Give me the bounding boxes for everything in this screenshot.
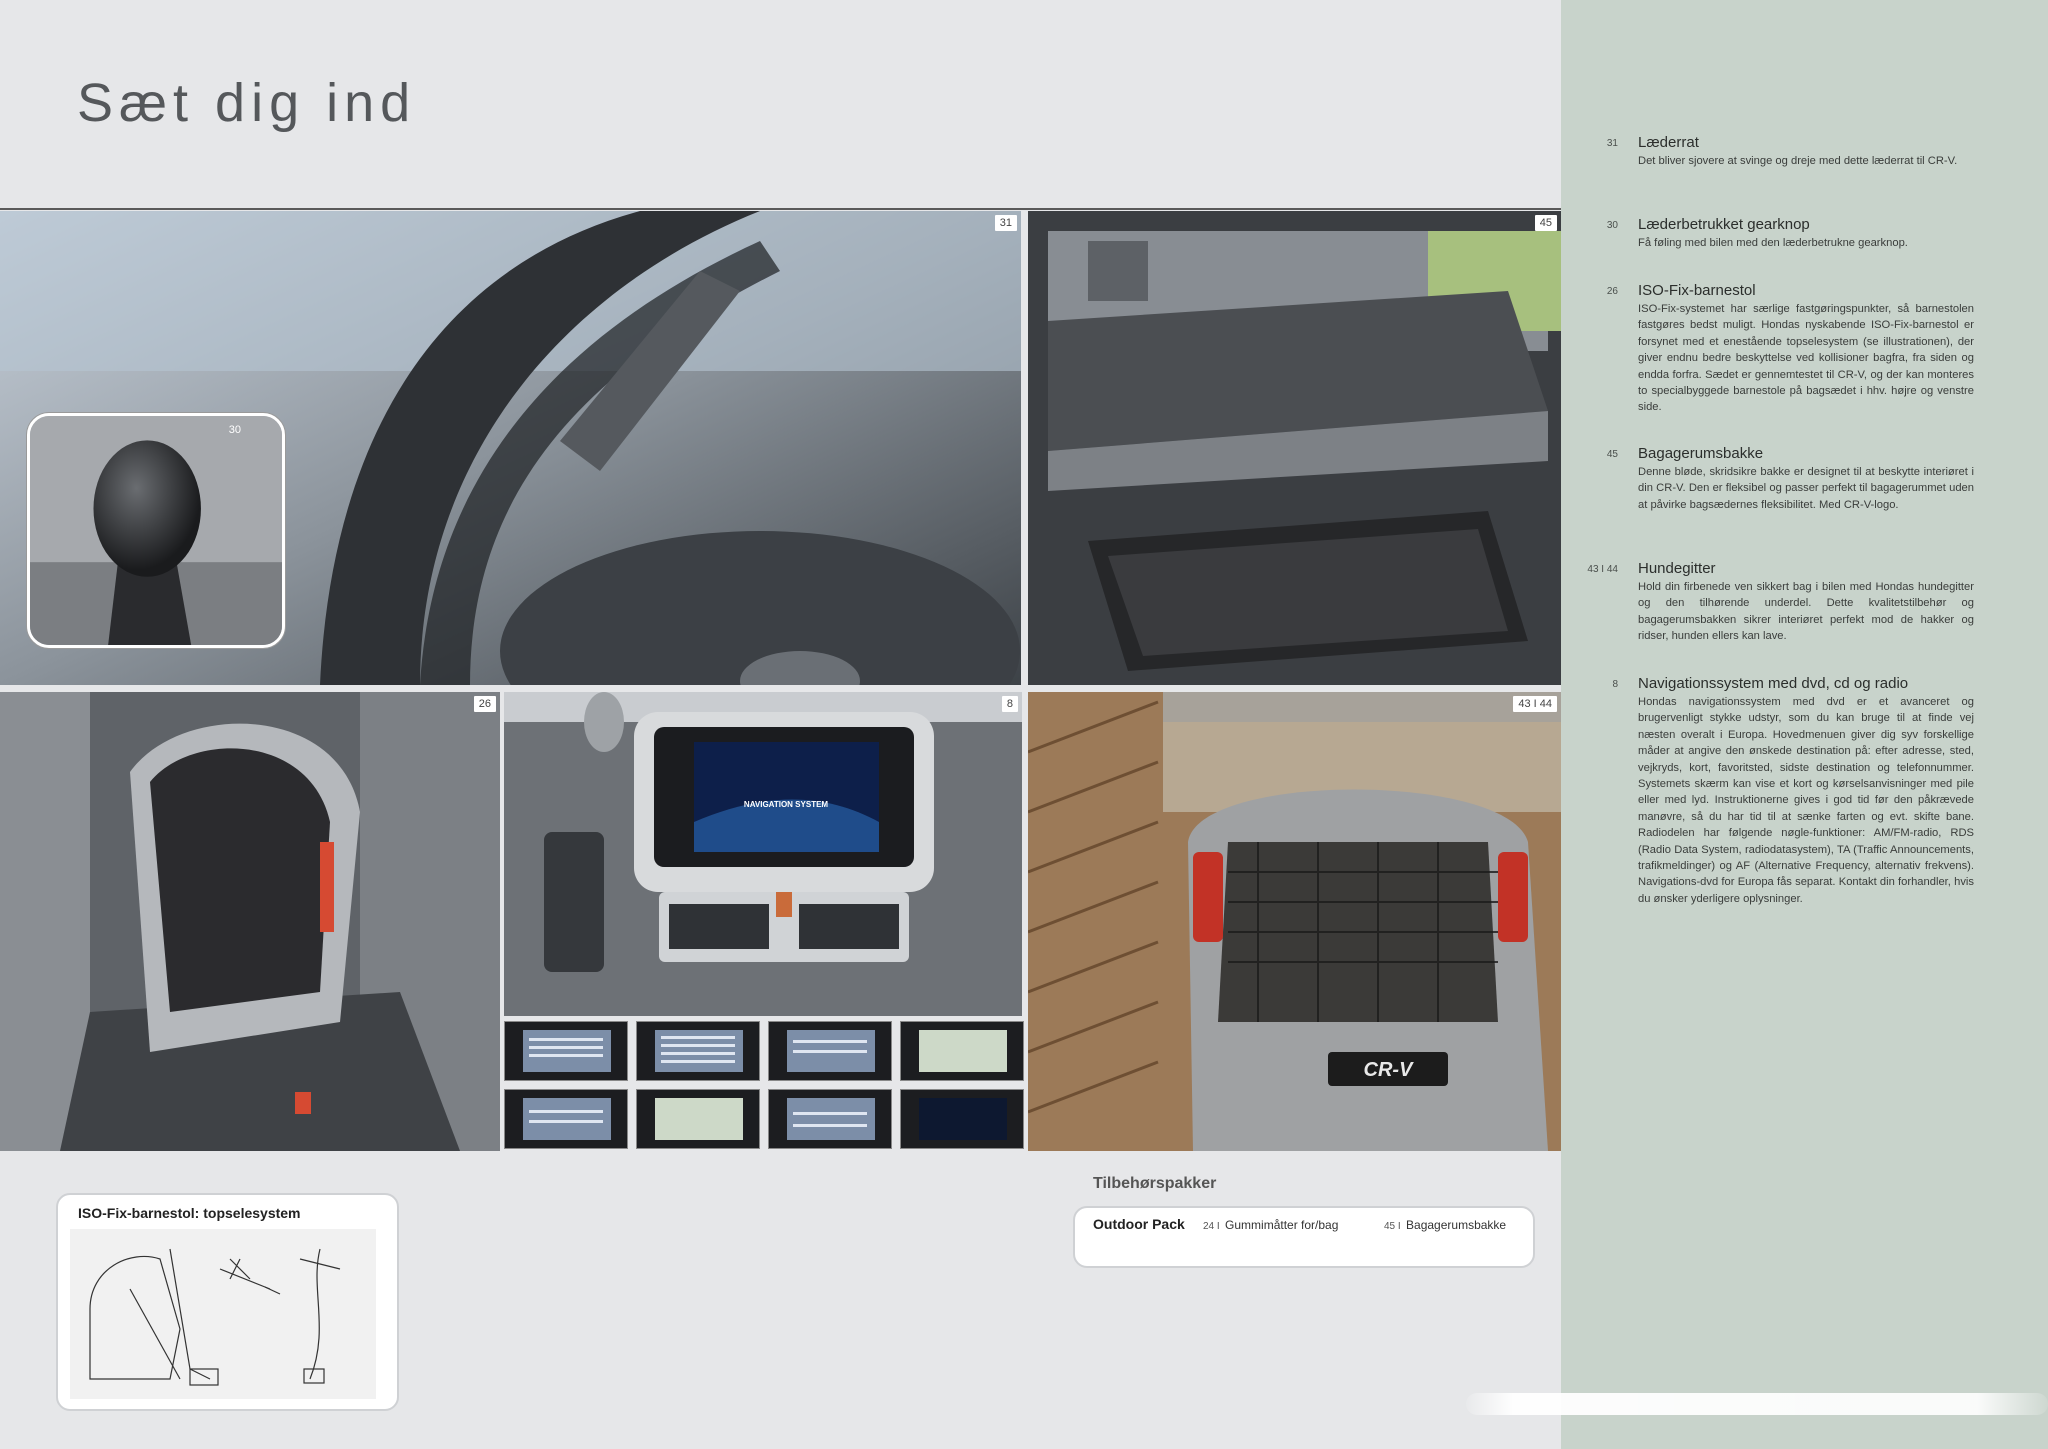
nav-thumbnail [768, 1021, 892, 1081]
entry-ref: 30 [1606, 220, 1618, 231]
cr-v-badge: CR-V [1363, 1059, 1413, 1081]
iso-fix-illustration-box [56, 1193, 399, 1411]
pack-item [1203, 1218, 1338, 1232]
pack-item-label: Gummimåtter for/bag [1225, 1218, 1339, 1232]
photo-ref-tag: 31 [995, 215, 1017, 231]
entry-ref: 26 [1606, 286, 1618, 297]
entry-title: Hundegitter [1638, 560, 1716, 577]
nav-thumbnail [636, 1021, 760, 1081]
entry-text: Det bliver sjovere at svinge og dreje med dette læderrat til CR-V. [1638, 155, 1958, 167]
accessory-pack-box [1073, 1206, 1535, 1268]
entry-text: ISO-Fix-systemet har særlige fastgøringspunkter, så barnestolen fastgøres bedst muligt. Hondas nyskabende ISO-Fix-barnestol er forsynet med et enestående topselesystem (se illustrationen), der giver endnu bedre beskyttelse ved kollisioner bagfra, fra siden og endda forfra. Sædet er gennemtestet til CR-V, og der kan monteres to specialbyggede barnestole på bagsædet i hhv. højre og venstre side. [1638, 303, 1974, 414]
entry-text: Hold din firbenede ven sikkert bag i bilen med Hondas hundegitter og den tilhørende underdel. Dette kvalitetstilbehør og bagagerumsbakken sikrer interiøret perfekt mod de hakker og ridser, hunden ellers kan lave. [1638, 581, 1974, 643]
entry-text: Denne bløde, skridsikre bakke er designet til at beskytte interiøret i din CR-V. Den er fleksibel og passer perfekt til bagagerummet uden at påvirke bagsædernes fleksibilitet. Med CR-V-logo. [1638, 466, 1974, 511]
photo-ref-tag: 8 [1002, 696, 1018, 712]
nav-screen-thumbnails [504, 1021, 1022, 1151]
gear-knob-inset-photo [27, 413, 285, 648]
photo-divider [0, 208, 1561, 210]
description-sidebar [1561, 0, 2048, 1449]
nav-thumbnail [768, 1089, 892, 1149]
iso-fix-diagram [70, 1229, 376, 1399]
pack-name: Outdoor Pack [1093, 1216, 1185, 1232]
entry-ref: 8 [1612, 679, 1618, 690]
cargo-tray-photo [1028, 211, 1561, 685]
nav-screen-label: NAVIGATION SYSTEM [743, 800, 829, 809]
nav-thumbnail [504, 1021, 628, 1081]
nav-thumbnail [900, 1089, 1024, 1149]
entry-title: ISO-Fix-barnestol [1638, 282, 1756, 299]
packs-heading: Tilbehørspakker [1093, 1175, 1217, 1192]
pack-item-label: Bagagerumsbakke [1406, 1218, 1507, 1232]
entry-title: Bagagerumsbakke [1638, 445, 1764, 462]
photo-ref-tag: 43 I 44 [1513, 696, 1557, 712]
iso-box-title: ISO-Fix-barnestol: topselesystem [78, 1205, 301, 1221]
nav-thumbnail [900, 1021, 1024, 1081]
entry-text: Hondas navigationssystem med dvd er et avanceret og brugervenligt stykke udstyr, som du kan bruge til at finde vej næsten overalt i Europa. Hovedmenuen giver dig syv forskellige måder at angive den ønskede destination på: efter adresse, sted, vejkryds, kort, favoritsted, sidste destination og telefonnummer. Systemets skærm kan vise et kort og kørselsanvisninger med pile eller med lyd. Instruktionerne gives i god tid før den påkrævede manøvre, så du har tid til at sænke farten og evt. skifte bane. Radiodelen har følgende nøgle-funktioner: AM/FM-radio, RDS (Radio Data System, radiodatasystem), TA (Traffic Announcements, trafikmeldinger) og AF (Alternative Frequency, alternativ frekvens). Navigations-dvd for Europa fås separat. Kontakt din forhandler, hvis du ønsker yderligere oplysninger. [1638, 696, 1974, 905]
entry-title: Læderbetrukket gearknop [1638, 216, 1810, 233]
photo-ref-tag: 26 [474, 696, 496, 712]
pack-item-ref: 24 I [1203, 1221, 1220, 1232]
entry-ref: 43 I 44 [1587, 564, 1618, 575]
page-title: Sæt dig ind [77, 73, 417, 133]
page-scroll-bar[interactable] [1466, 1393, 2048, 1415]
nav-thumbnail [636, 1089, 760, 1149]
entry-text: Få føling med bilen med den læderbetrukne gearknop. [1638, 237, 1908, 249]
dog-guard-photo [1028, 692, 1561, 1151]
photo-ref-tag: 30 [228, 424, 241, 436]
pack-item-ref: 45 I [1384, 1221, 1401, 1232]
entry-ref: 45 [1606, 449, 1618, 460]
photo-ref-tag: 45 [1535, 215, 1557, 231]
navigation-dashboard-photo [504, 692, 1022, 1016]
entry-ref: 31 [1606, 138, 1618, 149]
child-seat-photo [0, 692, 500, 1151]
nav-thumbnail [504, 1089, 628, 1149]
entry-title: Navigationssystem med dvd, cd og radio [1638, 675, 1909, 692]
pack-item [1384, 1218, 1506, 1232]
entry-title: Læderrat [1638, 134, 1699, 151]
